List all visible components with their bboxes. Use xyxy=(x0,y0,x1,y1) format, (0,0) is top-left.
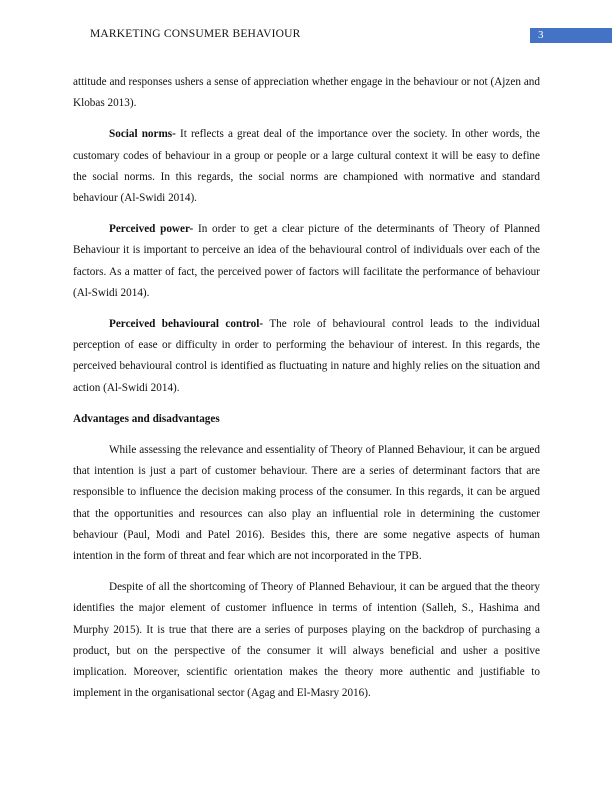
perceived-power-paragraph xyxy=(73,219,540,304)
page-number-badge: 3 xyxy=(530,28,612,43)
social-norms-paragraph xyxy=(73,124,540,209)
page-header xyxy=(0,0,612,60)
intro-continuation: attitude and responses ushers a sense of appreciation whether engage in the behaviour or not (Ajzen and Klobas 2013). xyxy=(73,76,540,110)
document-body xyxy=(73,72,540,714)
perceived-behavioural-control-paragraph xyxy=(73,314,540,399)
social-norms-term: Social norms- xyxy=(109,128,176,141)
running-head: MARKETING CONSUMER BEHAVIOUR xyxy=(90,28,301,40)
social-norms-text: It reflects a great deal of the importance over the society. In other words, the customary codes of behaviour in a group or people or a large cultural context it will be easy to define the social norms. In this regards, the social norms are championed with normative and standard behaviour (Al-Swidi 2014). xyxy=(73,128,540,205)
advantages-paragraph-1: While assessing the relevance and essentiality of Theory of Planned Behaviour, it can be argued that intention is just a part of customer behaviour. There are a series of determinant factors that are responsible to influence the decision making process of the consumer. In this regards, it can be argued that the opportunities and resources can also play an influential role in determining the customer behaviour (Paul, Modi and Patel 2016). Besides this, there are some negative aspects of human intention in the form of threat and fear which are not incorporated in the TPB. xyxy=(73,444,540,563)
perceived-behavioural-control-text: The role of behavioural control leads to the individual perception of ease or difficulty in order to performing the behaviour of interest. In this regards, the perceived behavioural control is identified as fluctuating in nature and highly relies on the situation and action (Al-Swidi 2014). xyxy=(73,318,540,394)
section-heading: Advantages and disadvantages xyxy=(73,412,220,425)
perceived-behavioural-control-term: Perceived behavioural control- xyxy=(109,318,264,331)
perceived-power-term: Perceived power- xyxy=(109,223,194,236)
perceived-power-text: In order to get a clear picture of the determinants of Theory of Planned Behaviour it is important to perceive an idea of the behavioural control of individuals over each of the factors. As a matter of fact, the perceived power of factors will facilitate the performance of behaviour (Al-Swidi 2014). xyxy=(73,223,540,299)
advantages-paragraph-2: Despite of all the shortcoming of Theory of Planned Behaviour, it can be argued that the theory identifies the major element of customer influence in terms of intention (Salleh, S., Hashima and Murphy 2015). It is true that there are a series of purposes playing on the backdrop of purchasing a product, but on the perspective of the consumer it will always beneficial and usher a positive implication. Moreover, scientific orientation makes the theory more authentic and justifiable to implement in the organisational sector (Agag and El-Masry 2016). xyxy=(73,581,540,700)
